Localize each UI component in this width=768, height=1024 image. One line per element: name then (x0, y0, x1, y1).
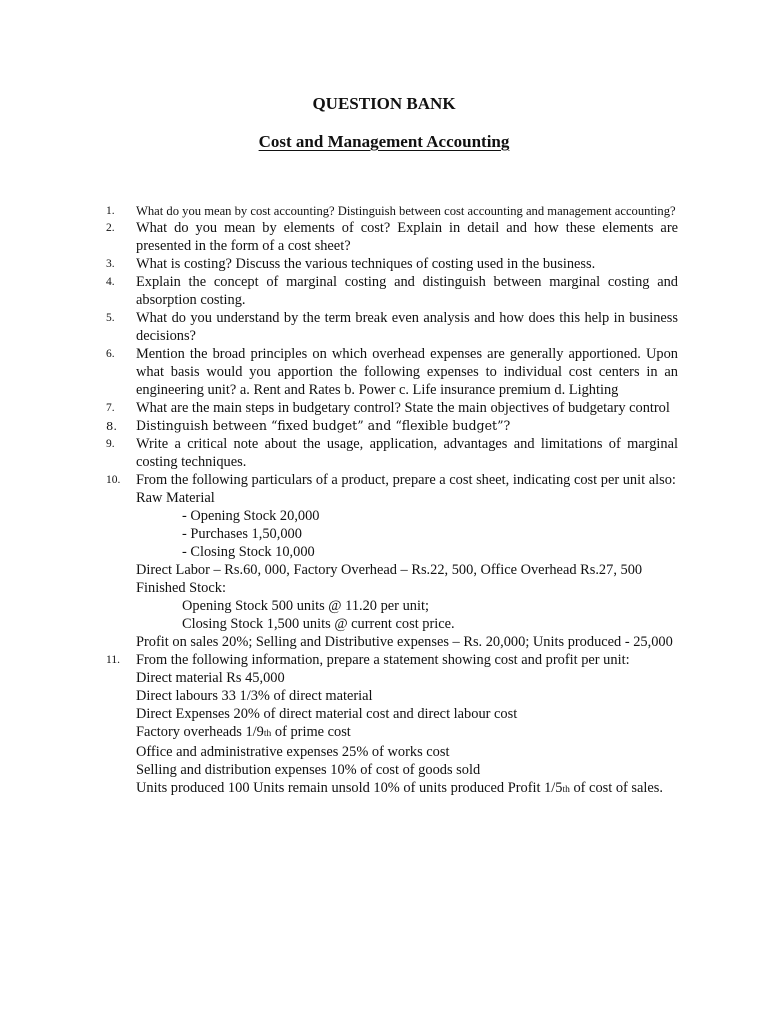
question-number: 11. (106, 654, 120, 666)
cost-detail-line: Direct material Rs 45,000 (136, 670, 285, 686)
raw-material-item: - Closing Stock 10,000 (182, 544, 315, 560)
question-list (106, 202, 678, 799)
question-item (106, 345, 678, 399)
question-text: What do you mean by elements of cost? Explain in detail and how these elements are presented in the form of a cost sheet? (136, 220, 678, 254)
question-item (106, 471, 678, 651)
ordinal-suffix: th (263, 729, 272, 739)
raw-material-label: Raw Material (136, 490, 215, 506)
question-text: Write a critical note about the usage, application, advantages and limitations of marginal costing techniques. (136, 436, 678, 470)
direct-labor-line: Direct Labor – Rs.60, 000, Factory Overhead – Rs.22, 500, Office Overhead Rs.27, 500 (136, 562, 643, 578)
question-number: 2. (106, 222, 115, 234)
raw-material-item: - Purchases 1,50,000 (182, 526, 302, 542)
cost-detail-line: Direct Expenses 20% of direct material cost and direct labour cost (136, 706, 518, 722)
finished-stock-item: Closing Stock 1,500 units @ current cost price. (182, 616, 455, 632)
question-item (106, 651, 678, 799)
question-item (106, 435, 678, 471)
cost-detail-line: Direct labours 33 1/3% of direct material (136, 688, 373, 704)
cost-detail-line: Office and administrative expenses 25% of works cost (136, 744, 450, 760)
question-item (106, 255, 678, 273)
question-text: What is costing? Discuss the various techniques of costing used in the business. (136, 256, 596, 272)
factory-overheads-line (136, 723, 678, 743)
cost-detail-line: Selling and distribution expenses 10% of cost of goods sold (136, 762, 481, 778)
question-text: Distinguish between “fixed budget” and “flexible budget”? (136, 418, 511, 433)
question-number: 7. (106, 402, 115, 414)
document-title: QUESTION BANK (312, 94, 456, 113)
document-subtitle (0, 132, 768, 152)
finished-stock-item: Opening Stock 500 units @ 11.20 per unit; (182, 598, 429, 614)
question-item (106, 309, 678, 345)
question-item (106, 273, 678, 309)
raw-material-item: - Opening Stock 20,000 (182, 508, 320, 524)
units-produced-text: Units produced 100 Units remain unsold 10% of units produced Profit 1/5 (136, 780, 563, 796)
profit-line: Profit on sales 20%; Selling and Distributive expenses – Rs. 20,000; Units produced - 25,000 (136, 634, 673, 650)
question-number: 4. (106, 276, 115, 288)
units-produced-line (136, 779, 678, 799)
subtitle-text: Cost and Management Accounting (258, 132, 510, 151)
question-item (106, 399, 678, 417)
question-item (106, 219, 678, 255)
factory-overheads-tail: of prime cost (271, 724, 351, 740)
finished-stock-label: Finished Stock: (136, 580, 226, 596)
question-text: Explain the concept of marginal costing and distinguish between marginal costing and absorption costing. (136, 274, 678, 308)
ordinal-suffix: th (562, 785, 570, 795)
question-text: Mention the broad principles on which overhead expenses are generally apportioned. Upon what basis would you apportion the following expenses to individual cost centers in an engineering unit? a. Rent and Rates b. Power c. Life insurance premium d. Lighting (136, 346, 678, 398)
units-produced-tail: of cost of sales. (569, 780, 663, 796)
question-text: What do you understand by the term break even analysis and how does this help in business decisions? (136, 310, 678, 344)
question-number: 10. (106, 474, 121, 486)
question-item (106, 417, 678, 435)
factory-overheads-text: Factory overheads 1/9 (136, 724, 264, 740)
question-text: From the following particulars of a product, prepare a cost sheet, indicating cost per unit also: (136, 472, 676, 488)
question-number: 9. (106, 438, 115, 450)
question-number: 6. (106, 348, 115, 360)
question-number: 3. (106, 258, 115, 270)
question-number: 5. (106, 312, 115, 324)
question-number: 8. (106, 419, 117, 433)
question-number: 1. (106, 205, 115, 217)
question-text: What do you mean by cost accounting? Distinguish between cost accounting and management accounting? (136, 204, 676, 218)
question-text: What are the main steps in budgetary control? State the main objectives of budgetary control (136, 400, 670, 416)
question-text: From the following information, prepare a statement showing cost and profit per unit: (136, 652, 630, 668)
question-item (106, 202, 678, 219)
